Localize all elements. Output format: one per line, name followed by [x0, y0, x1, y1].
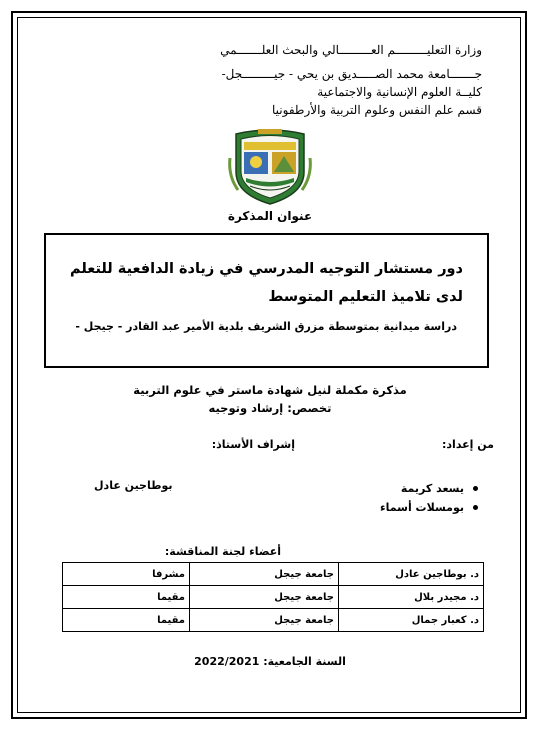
member-name: د. مجيدر بلال [339, 586, 484, 609]
committee-table [62, 562, 484, 632]
university-logo [228, 128, 312, 206]
member-university: جامعة جيجل [190, 609, 339, 632]
member-name: د. كعبار جمال [339, 609, 484, 632]
department-line: قسم علم النفس وعلوم التربية والأرطفونيا [272, 103, 482, 117]
title-box [44, 233, 489, 368]
table-row [63, 563, 484, 586]
ministry-line: وزارة التعليـــــــــم العـــــــــالي والبحث العلـــــــمي [220, 43, 482, 57]
faculty-line: كليــة العلوم الإنسانية والاجتماعية [317, 85, 482, 99]
member-university: جامعة جيجل [190, 563, 339, 586]
bullet-icon [473, 505, 478, 510]
member-name: د. بوطاجين عادل [339, 563, 484, 586]
memo-title-label: عنوان المذكرة [227, 209, 313, 223]
student-name: يسعد كريمة [400, 482, 464, 495]
member-role: مقيما [63, 586, 190, 609]
committee-title: أعضاء لجنة المناقشة: [164, 545, 281, 558]
thesis-subtitle: دراسة ميدانية بمتوسطة مزرق الشريف بلدية الأمير عبد القادر - جيجل - [75, 320, 457, 333]
specialization: تخصص: إرشاد وتوجيه [208, 401, 332, 415]
member-university: جامعة جيجل [190, 586, 339, 609]
academic-year: السنة الجامعية: 2022/2021 [194, 655, 346, 668]
supervisor-label: إشراف الأستاذ: [211, 438, 295, 451]
prepared-by-label: من إعداد: [442, 438, 494, 451]
student-list [328, 479, 478, 517]
list-item [328, 479, 478, 498]
table-row [63, 609, 484, 632]
degree-statement: مذكرة مكملة لنيل شهادة ماستر في علوم التربية [133, 383, 407, 397]
member-role: مشرفا [63, 563, 190, 586]
bullet-icon [473, 486, 478, 491]
university-line: جـــــــامعة محمد الصـــــديق بن يحي - جيـــــــــجل- [221, 67, 482, 81]
table-row [63, 586, 484, 609]
thesis-title: دور مستشار التوجيه المدرسي في زيادة الدافعية للتعلم لدى تلاميذ التعليم المتوسط [69, 261, 463, 305]
supervisor-name: بوطاجين عادل [94, 479, 173, 492]
member-role: مقيما [63, 609, 190, 632]
list-item [328, 498, 478, 517]
student-name: بومسلات أسماء [380, 501, 464, 514]
